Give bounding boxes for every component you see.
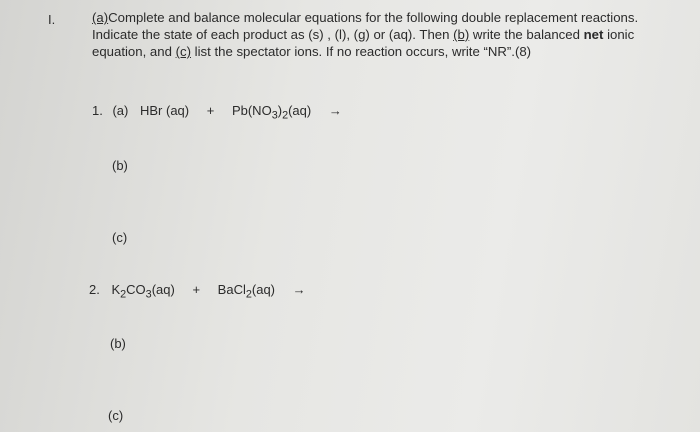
problem-2-reactant-2 bbox=[218, 282, 275, 301]
problem-1-reactant-1: HBr (aq) bbox=[139, 103, 190, 118]
reactant-2-subscript: 2 bbox=[245, 288, 252, 301]
reactant-2-part: BaCl bbox=[217, 282, 246, 297]
problem-2-arrow: → bbox=[292, 282, 306, 297]
reactant-1-subscript: 2 bbox=[120, 288, 127, 301]
problem-2-part-b-label: (b) bbox=[110, 336, 126, 351]
net-bold-word: net bbox=[583, 27, 604, 42]
reactant-2-state: (aq) bbox=[251, 282, 276, 297]
problem-1-plus: + bbox=[206, 103, 215, 118]
reactant-1-subscript: 3 bbox=[145, 288, 152, 301]
problem-1-part-a-label: (a) bbox=[112, 103, 129, 118]
problem-2-plus: + bbox=[192, 282, 201, 297]
problem-1-reactant-2 bbox=[232, 103, 311, 122]
problem-2-part-c-label: (c) bbox=[108, 408, 124, 423]
problem-1-number: 1. bbox=[92, 103, 103, 118]
instructions-paragraph bbox=[92, 9, 652, 60]
reactant-1-part: K bbox=[111, 282, 121, 297]
reactant-2-state: (aq) bbox=[288, 103, 312, 118]
problem-2-equation bbox=[89, 282, 306, 301]
problem-1-equation bbox=[92, 103, 342, 122]
instructions-text-2: write the balanced bbox=[469, 27, 584, 42]
part-b-marker: (b) bbox=[453, 27, 470, 42]
reactant-2-subscript: 2 bbox=[282, 109, 289, 122]
problem-1-arrow: → bbox=[328, 103, 342, 118]
problem-2-reactant-1 bbox=[111, 282, 174, 301]
reactant-2-subscript: 3 bbox=[271, 109, 278, 122]
reactant-2-part: ) bbox=[277, 103, 283, 118]
instructions-text-3: ionic equation, and bbox=[92, 27, 635, 59]
section-number: I. bbox=[48, 12, 56, 27]
reactant-1-part: CO bbox=[126, 282, 146, 297]
reactant-1-state: (aq) bbox=[151, 282, 175, 297]
instructions-text-1: Complete and balance molecular equations for the following double replacement reactions. Indicate the state of each product as (s) , (l), (g) or (aq). Then bbox=[92, 10, 639, 42]
problem-1-part-b-label: (b) bbox=[112, 158, 128, 173]
problem-2-number: 2. bbox=[89, 282, 100, 297]
reactant-2-part: Pb(NO bbox=[231, 103, 272, 118]
instructions-text-4: list the spectator ions. If no reaction occurs, write “NR”.(8) bbox=[191, 44, 532, 59]
part-c-marker: (c) bbox=[175, 44, 191, 59]
part-a-marker: (a) bbox=[92, 10, 109, 25]
problem-1-part-c-label: (c) bbox=[112, 230, 128, 245]
